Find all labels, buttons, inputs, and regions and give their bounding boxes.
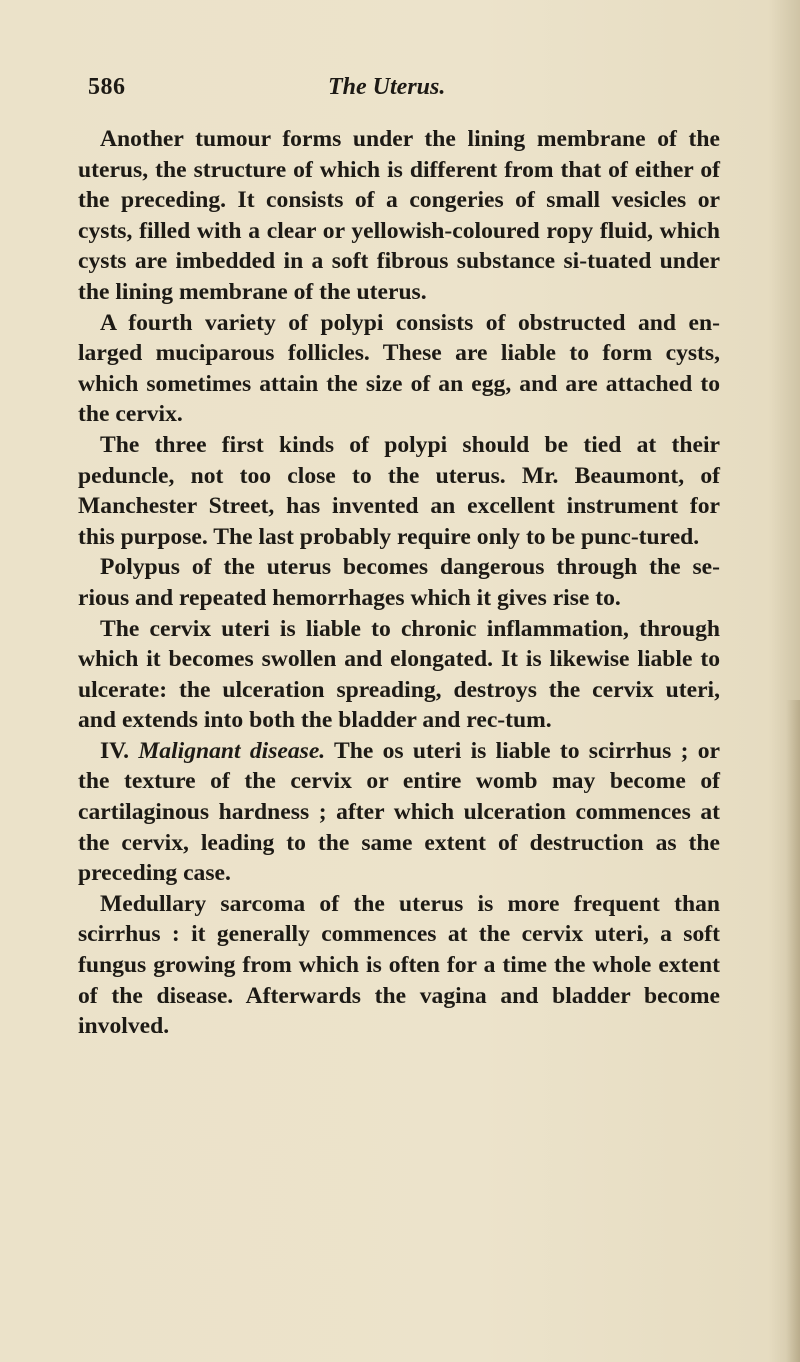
body-text: [78, 124, 720, 1042]
section-text: The os uteri is liable to scirrhus ; or the texture of the cervix or entire womb may become of cartilaginous hardness ; after which ulceration commences at the cervix, leading to the same extent of destruction as the preceding case.: [78, 737, 720, 887]
paragraph-cervix-inflammation: The cervix uteri is liable to chronic inflammation, through which it becomes swollen and elongated. It is likewise liable to ulcerate: the ulceration spreading, destroys the cervix uteri, and extends into both the bladder and rec-tum.: [78, 615, 720, 734]
paragraph-fourth-variety: A fourth variety of polypi consists of obstructed and en-larged muciparous follicles. These are liable to form cysts, which sometimes attain the size of an egg, and are attached to the cervix.: [78, 309, 720, 428]
page-number: 586: [88, 74, 126, 100]
section-numeral: IV.: [100, 737, 130, 764]
paragraph-polypus-danger: Polypus of the uterus becomes dangerous through the se-rious and repeated hemorrhages which it gives rise to.: [78, 554, 720, 611]
page-edge-shadow: [786, 700, 800, 1362]
section-heading: Malignant disease.: [138, 737, 326, 764]
paragraph-treatment: The three first kinds of polypi should be tied at their peduncle, not too close to the uterus. Mr. Beaumont, of Manchester Street, has invented an excellent instrument for this purpose. The last probably require only to be punc-tured.: [78, 431, 720, 550]
paragraph-vesicular-tumour: Another tumour forms under the lining membrane of the uterus, the structure of which is different from that of either of the preceding. It consists of a congeries of small vesicles or cysts, filled with a clear or yellowish-coloured ropy fluid, which cysts are imbedded in a soft fibrous substance si-tuated under the lining membrane of the uterus.: [78, 126, 720, 305]
running-title: The Uterus.: [328, 74, 446, 100]
paragraph-medullary-sarcoma: Medullary sarcoma of the uterus is more frequent than scirrhus : it generally commences at the cervix uteri, a soft fungus growing from which is often for a time the whole extent of the disease. Afterwards the vagina and bladder become involved.: [78, 890, 720, 1040]
paragraph-malignant-disease: [78, 736, 720, 889]
page-header: [0, 74, 800, 110]
